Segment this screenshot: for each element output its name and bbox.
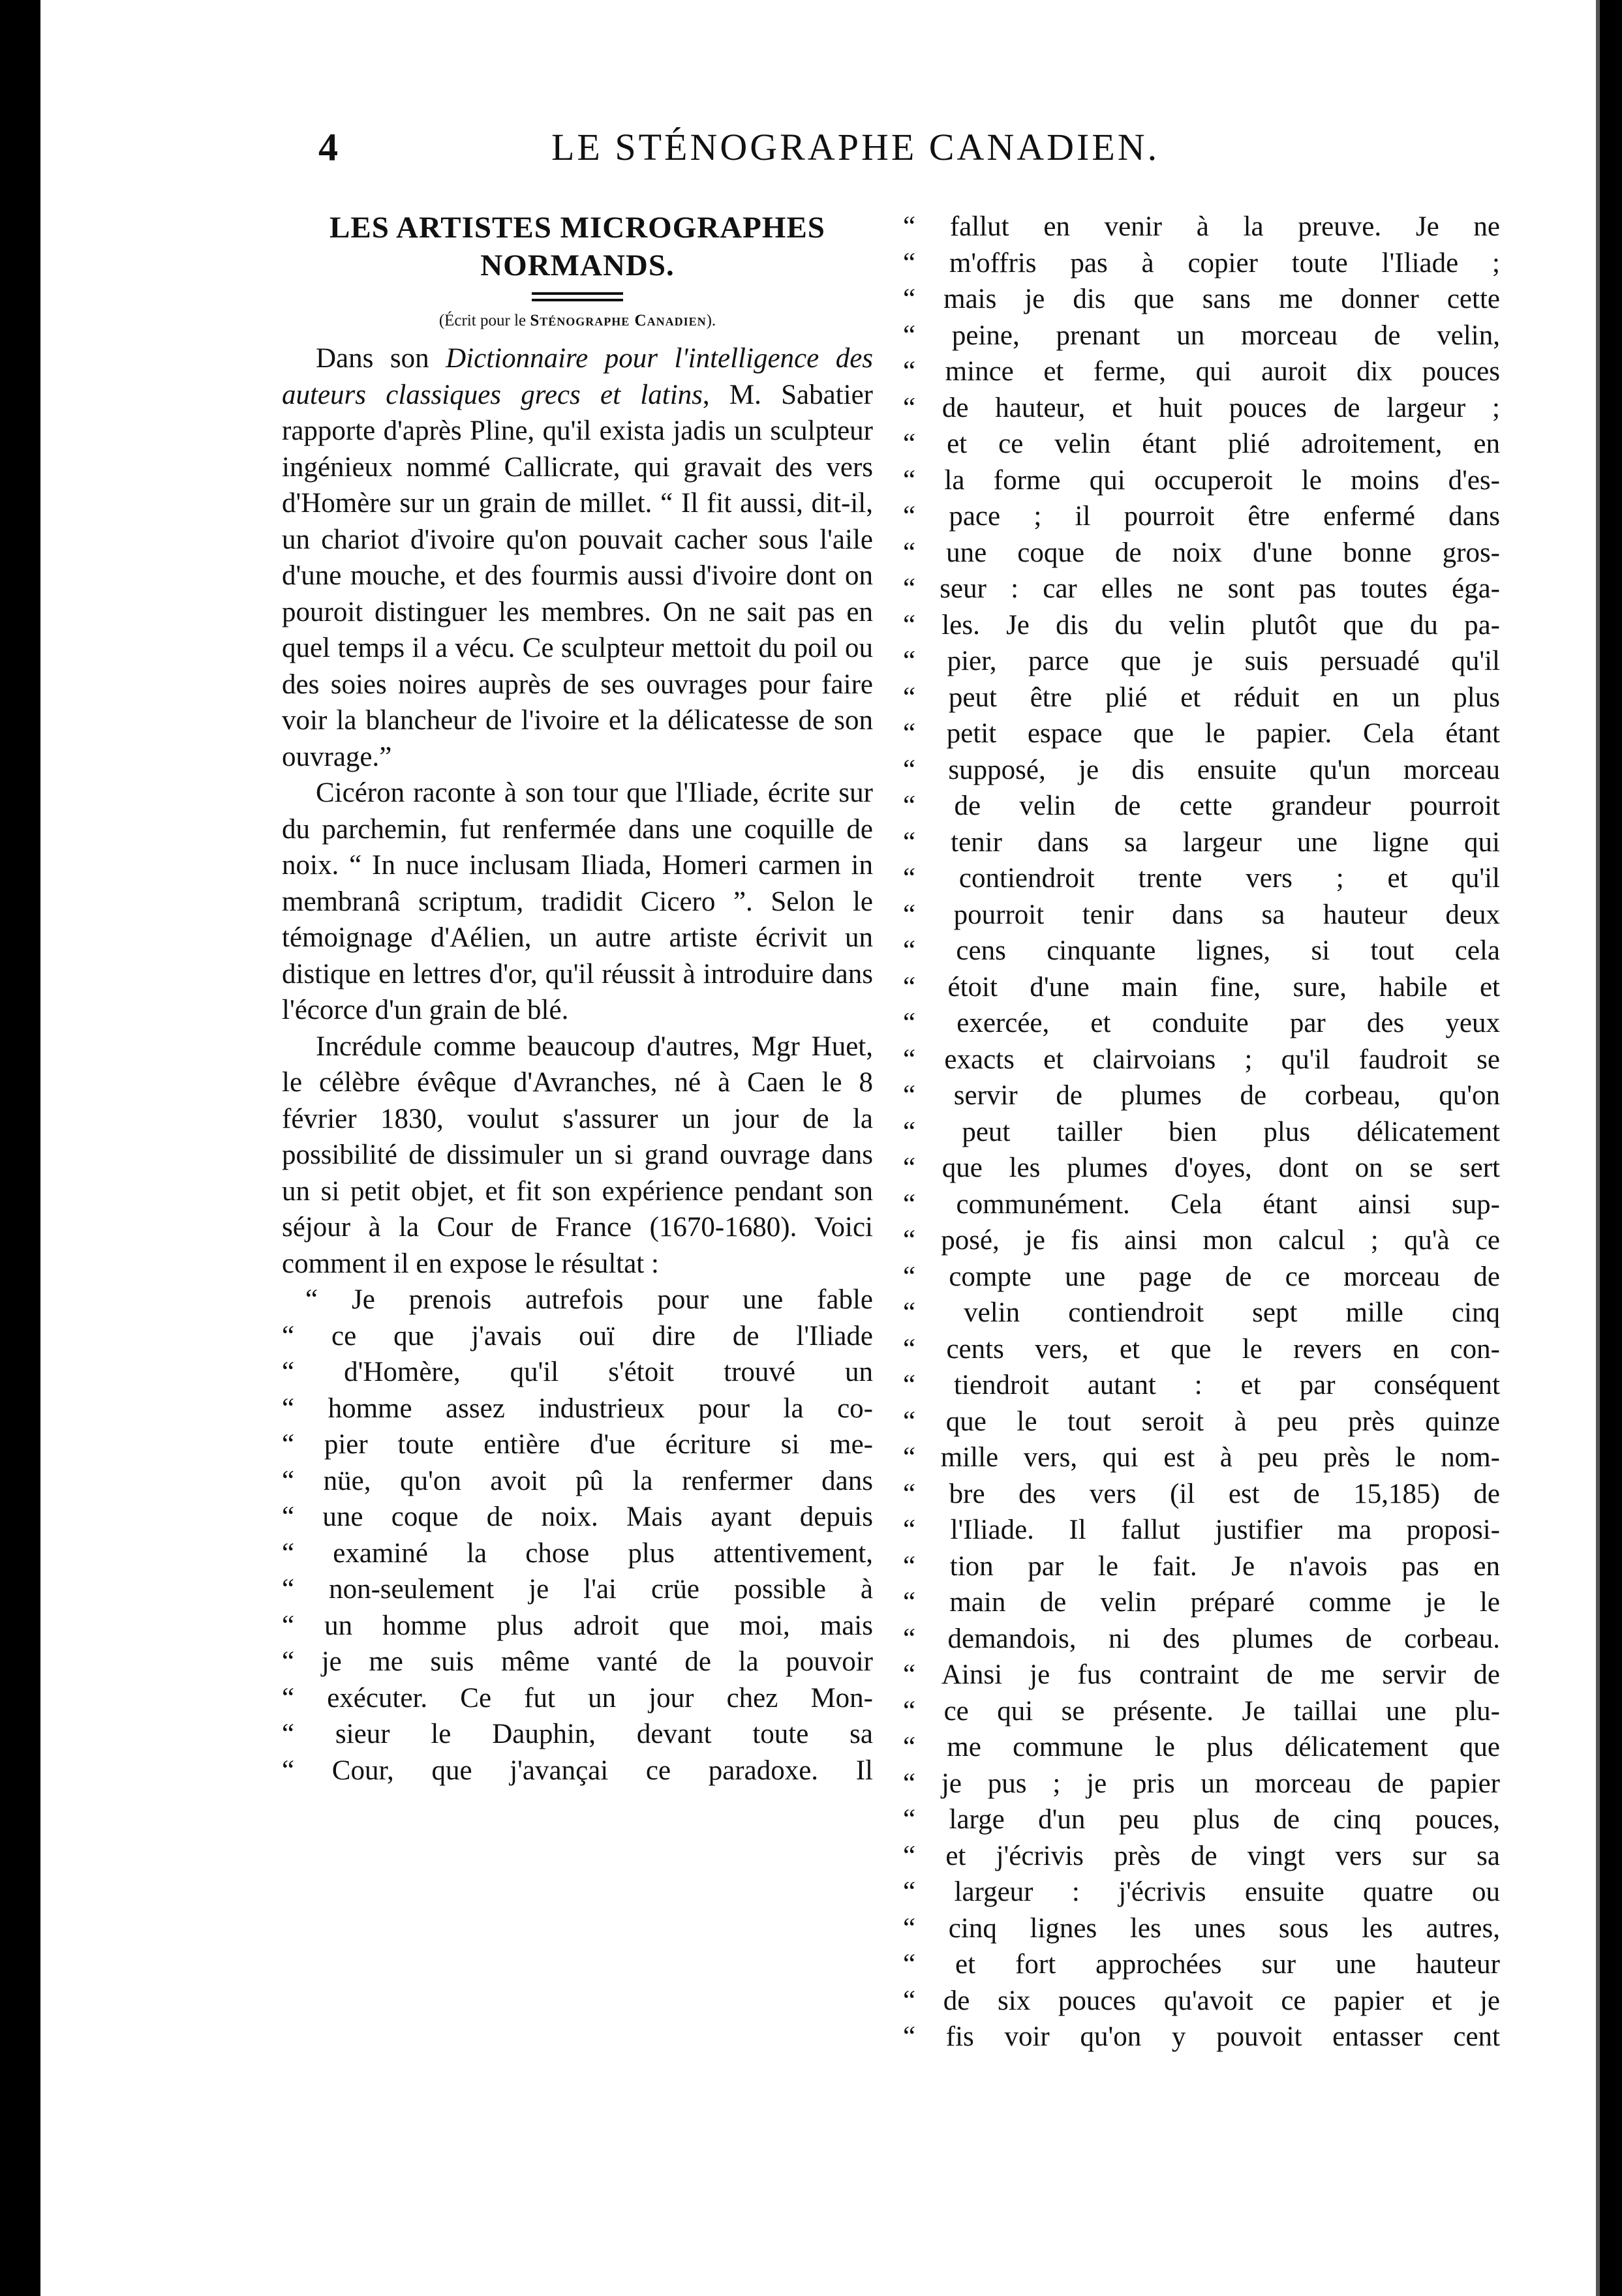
quote-line: “ ce que j'avais ouï dire de l'Iliade [282,1320,873,1352]
page-number: 4 [318,126,338,169]
scan-border-left [0,0,40,2296]
quote-line: “ compte une page de ce morceau de [903,1261,1500,1292]
quote-line: “ exécuter. Ce fut un jour chez Mon- [282,1682,873,1714]
quote-line: “ servir de plumes de corbeau, qu'on [903,1080,1500,1111]
quote-line: “ de velin de cette grandeur pourroit [903,791,1500,821]
quote-line: “ tiendroit autant : et par conséquent [903,1370,1500,1400]
quote-line: “ nüe, qu'on avoit pû la renfermer dans [282,1465,873,1496]
journal-title: LE STÉNOGRAPHE CANADIEN. [551,126,1160,168]
quote-line: “ de six pouces qu'avoit ce papier et je [903,1985,1500,2016]
paragraph-2: Cicéron raconte à son tour que l'Iliade, écrite sur du parchemin, fut renfermée dans une coquille de noix. “ In nuce inclusam Iliada, Homeri carmen in membranâ scriptum, tradidit Cicero ”. Selon le témoignage d'Aélien, un autre artiste écrivit un distique en lettres d'or, qu'il réussit à introduire dans l'écorce d'un grain de blé. [282,778,873,1025]
quote-line: “ ce qui se présente. Je taillai une plu- [903,1695,1500,1727]
article-title-line-2: NORMANDS. [480,249,675,282]
quote-line: “ un homme plus adroit que moi, mais [282,1610,873,1641]
quote-line: “ posé, je fis ainsi mon calcul ; qu'à ce [903,1225,1500,1256]
article-title-line-1: LES ARTISTES MICROGRAPHES [329,211,825,245]
quote-line: “ demandois, ni des plumes de corbeau. [903,1623,1500,1654]
column-left [282,209,873,1789]
running-head [307,125,1501,177]
quote-line: “ sieur le Dauphin, devant toute sa [282,1719,873,1749]
quote-line: “ Je prenois autrefois pour une fable [305,1284,873,1315]
quote-line: “ une coque de noix. Mais ayant depuis [282,1502,873,1532]
quote-line: “ une coque de noix d'une bonne gros- [903,537,1500,568]
quote-line: “ je pus ; je pris un morceau de papier [903,1768,1500,1799]
quote-line: “ peut être plié et réduit en un plus [903,682,1500,713]
quote-line: “ fallut en venir à la preuve. Je ne [903,211,1500,242]
quote-line: “ large d'un peu plus de cinq pouces, [903,1804,1500,1835]
quote-line: “ petit espace que le papier. Cela étant [903,718,1500,749]
paragraph-1-rest: , M. Sabatier rapporte d'après Pline, qu'il exista jadis un sculpteur ingénieux nommé Callicrate, qui gravait des vers d'Homère sur un grain de millet. “ Il fit aussi, dit-il, un chariot d'ivoire qu'on pouvait cacher sous l'aile d'une mouche, et des fourmis aussi d'ivoire dont on pouroit distinguer les membres. On ne sait pas en quel temps il a vécu. Ce sculpteur mettoit du poil ou des soies noires auprès de ses ouvrages pour faire voir la blancheur de l'ivoire et la délicatesse de son ouvrage.” [282,379,873,772]
quote-line: “ pourroit tenir dans sa hauteur deux [903,899,1500,930]
scan-border-right [1600,0,1622,2296]
quote-line: “ exacts et clairvoians ; qu'il faudroit se [903,1044,1500,1075]
byline-source: Sténographe Canadien [530,312,707,329]
paragraph-3: Incrédule comme beaucoup d'autres, Mgr Huet, le célèbre évêque d'Avranches, né à Caen le 8 février 1830, voulut s'assurer un jour de la possibilité de dissimuler un si grand ouvrage dans un si petit objet, et fit son expérience pendant son séjour à la Cour de France (1670-1680). Voici comment il en expose le résultat : [282,1031,873,1279]
quote-line: “ mince et ferme, qui auroit dix pouces [903,356,1500,387]
quote-line: “ pier, parce que je suis persuadé qu'il [903,646,1500,676]
quote-line: “ main de velin préparé comme je le [903,1587,1500,1618]
quote-line: “ la forme qui occuperoit le moins d'es- [903,464,1500,496]
byline-suffix: ). [706,312,716,329]
quote-line: “ fis voir qu'on y pouvoit entasser cent [903,2021,1500,2052]
quote-line: “ cinq lignes les unes sous les autres, [903,1912,1500,1944]
quote-line: “ pace ; il pourroit être enfermé dans [903,501,1500,532]
book-title: Dictionnaire pour l'intelligence des auteurs classiques grecs et latins [282,343,874,410]
quote-line: “ étoit d'une main fine, sure, habile et [903,971,1500,1003]
paragraph-1 [282,340,873,775]
quote-line: “ et fort approchées sur une hauteur [903,1949,1500,1980]
quote-line: “ mais je dis que sans me donner cette [903,284,1500,314]
quote-right-column [903,209,1500,2055]
quote-line: “ Ainsi je fus contraint de me servir de [903,1659,1500,1690]
quote-line: “ les. Je dis du velin plutôt que du pa- [903,609,1500,641]
quote-line: “ je me suis même vanté de la pouvoir [282,1646,873,1677]
quote-line: “ l'Iliade. Il fallut justifier ma proposi- [903,1515,1500,1545]
quote-line: “ et j'écrivis près de vingt vers sur sa [903,1840,1500,1871]
quote-left-column [282,1282,873,1789]
byline [282,308,873,334]
quote-line: “ que les plumes d'oyes, dont on se sert [903,1153,1500,1183]
quote-line: “ velin contiendroit sept mille cinq [903,1297,1500,1328]
quote-line: “ m'offris pas à copier toute l'Iliade ; [903,247,1500,279]
quote-line: “ me commune le plus délicatement que [903,1732,1500,1762]
quote-line: “ cens cinquante lignes, si tout cela [903,935,1500,966]
title-double-rule [532,292,623,301]
quote-line: “ que le tout seroit à peu près quinze [903,1406,1500,1437]
quote-line: “ bre des vers (il est de 15,185) de [903,1478,1500,1509]
quote-line: “ exercée, et conduite par des yeux [903,1008,1500,1038]
quote-line: “ cents vers, et que le revers en con- [903,1333,1500,1365]
quote-line: “ peine, prenant un morceau de velin, [903,320,1500,351]
quote-line: “ mille vers, qui est à peu près le nom- [903,1442,1500,1473]
quote-line: “ homme assez industrieux pour la co- [282,1393,873,1424]
column-right [903,209,1500,2055]
quote-line: “ non-seulement je l'ai crüe possible à [282,1574,873,1605]
quote-line: “ pier toute entière d'ue écriture si me- [282,1429,873,1460]
quote-line: “ communément. Cela étant ainsi sup- [903,1188,1500,1220]
quote-line: “ d'Homère, qu'il s'étoit trouvé un [282,1357,873,1387]
quote-line: “ tenir dans sa largeur une ligne qui [903,826,1500,858]
quote-line: “ supposé, je dis ensuite qu'un morceau [903,754,1500,785]
paragraph-1-start: Dans son [316,343,446,374]
quote-line: “ tion par le fait. Je n'avois pas en [903,1550,1500,1582]
article-title [282,209,873,284]
quote-line: “ contiendroit trente vers ; et qu'il [903,863,1500,894]
quote-line: “ et ce velin étant plié adroitement, en [903,429,1500,459]
quote-line: “ largeur : j'écrivis ensuite quatre ou [903,1877,1500,1907]
quote-line: “ examiné la chose plus attentivement, [282,1537,873,1569]
quote-line: “ peut tailler bien plus délicatement [903,1116,1500,1147]
byline-prefix: (Écrit pour le [438,312,530,329]
quote-line: “ Cour, que j'avançai ce paradoxe. Il [282,1755,873,1786]
quote-line: “ seur : car elles ne sont pas toutes éga- [903,573,1500,604]
quote-line: “ de hauteur, et huit pouces de largeur ; [903,392,1500,423]
